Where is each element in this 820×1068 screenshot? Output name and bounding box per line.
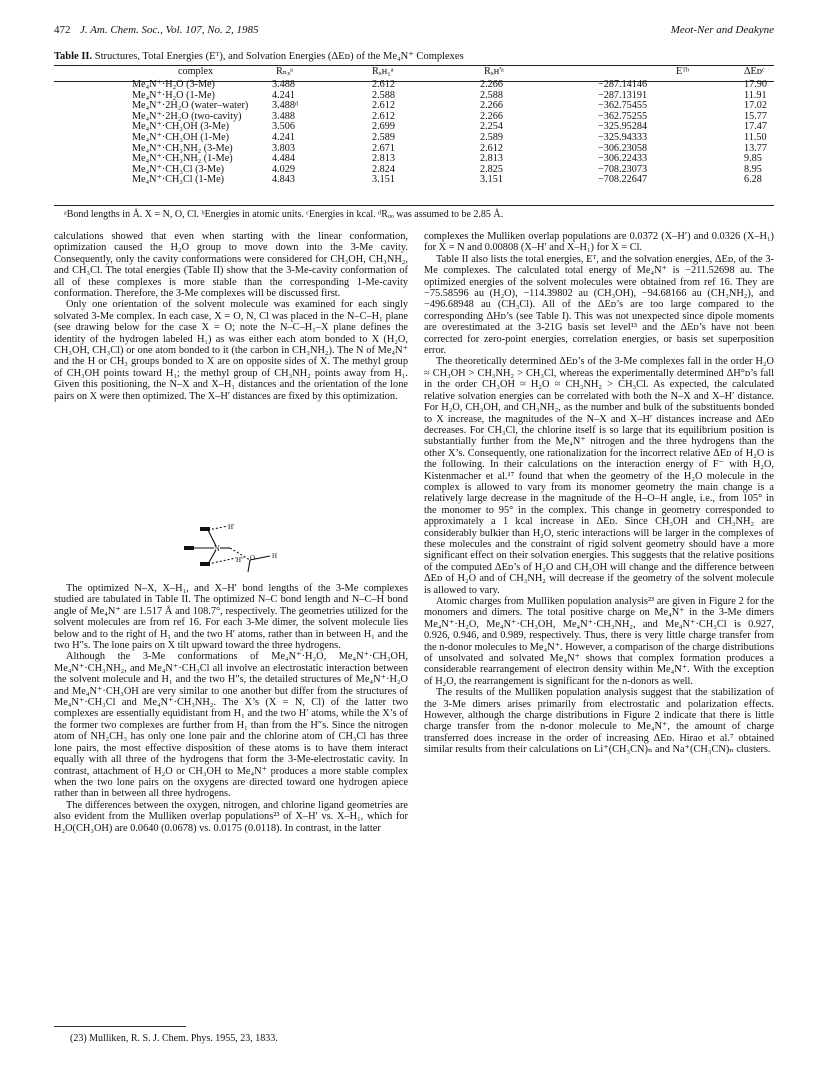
table-caption-label: Table II. <box>54 51 93 62</box>
cell-total-energy: −362.75455 <box>598 100 648 112</box>
cell-rnx: 3.506 <box>272 121 295 133</box>
cell-solvation-energy: 17.02 <box>744 100 767 112</box>
cell-rxh1: 2.699 <box>372 121 395 133</box>
cell-total-energy: −287.13191 <box>598 89 648 101</box>
cell-rxh-prime: 2.825 <box>480 163 503 175</box>
cell-rxh1: 2.813 <box>372 153 395 165</box>
cell-rxh-prime: 2.266 <box>480 79 503 90</box>
cell-rxh1: 2.824 <box>372 163 395 175</box>
cell-solvation-energy: 8.95 <box>744 163 762 175</box>
cell-rxh-prime: 2.266 <box>480 100 503 112</box>
paragraph: The theoretically determined ΔEᴅ’s of the 3-Me complexes fall in the order H₂O ≈ CH₃OH > CH₃NH₂ > CH₃Cl, whereas the experimentally determined ΔH°ᴅ’s fall in the order CH₃OH ≈ H₂O ≈ CH₃NH₂ > CH₃Cl. As expected, the calculated relative solvation energies can be correlated with both the N–X and X–H′ distance. For H₂O, CH₃OH, and CH₃NH₂, as the number and bulk of the substituents bonded to X increase, the magnitudes of the N–X and X–H′ distances increase and ΔEᴅ decreases. For CH₃Cl, the chlorine itself is so large that its equilibrium position is substantially further from the Me₄N⁺ nitrogen and the three hydrogens than the other X’s. Consequently, one rationalization for the incorrect relative ΔEᴅ of H₂O is the following. In their calculations on the interaction energy of F⁻ with H₂O, Kistenmacher et al.¹⁷ found that when the geometry of the H₂O molecule in the complex is allowed to vary from its monomer geometry the main change is a relatively large decrease in the magnitude of the H–O–H angle, i.e., from 105° in the monomer to 95° in the complex. This change in geometry corresponded to approximately a 1 kcal increase in ΔEᴅ. Since CH₃OH and CH₃NH₂ are considerably bulkier than H₂O, steric interactions will be larger in the complexes of these molecules and the constraint of rigid solvent geometry should have a more significant effect on their solvation energies. This suggests that the relative positions of the computed ΔEᴅ’s of H₂O and CH₃OH will change and the difference between ΔEᴅ of H₂O and of CH₃NH₂ will decrease if the geometry of the solvent molecule is allowed to vary. <box>424 356 774 596</box>
cell-complex: Me₄N⁺·2H₂O (two-cavity) <box>132 110 242 122</box>
cell-complex: Me₄N⁺·CH₃NH₂ (1-Me) <box>132 153 233 165</box>
cell-total-energy: −306.23058 <box>598 142 648 154</box>
page-header <box>54 24 774 38</box>
figure-label-h-double-prime: H″ <box>236 556 244 564</box>
cell-complex: Me₄N⁺·CH₃OH (1-Me) <box>132 131 230 143</box>
cell-rxh1: 2.612 <box>372 110 395 122</box>
paragraph: complexes the Mulliken overlap populations are 0.0372 (X–H′) and 0.0326 (X–H₁) for X = N and 0.00808 (X–H′ and X–H₁) for X = Cl. <box>424 231 774 254</box>
paragraph: Although the 3-Me conformations of Me₄N⁺·H₂O, Me₄N⁺·CH₃OH, Me₄N⁺·CH₃NH₂, and Me₄N⁺·CH₃Cl all involve an electrostatic interaction between the solvent molecule and H₁ and the two H″s, the detailed structures of Me₄N⁺·H₂O and Me₄N⁺·CH₃OH are very similar to one another but differ from the structures of Me₄N⁺·CH₃Cl and Me₄N⁺·CH₃NH₂. The X’s (X = N, Cl) of the latter two complexes are essentially equidistant from H₁ and the two H′ atoms, while the X’s of the former two complexes are further from H₁ than from the H″s. Since the nitrogen atom of NH₂CH₃ has only one lone pair and the chlorine atom of CH₃Cl has three lone pairs, the most effective disposition of these atoms is to have them interact equally with all three of the hydrogens that form the 3-Me-electrostatic cavity. In contrast, attachment of H₂O or CH₃OH to Me₄N⁺ produces a more stable complex when the two lone pairs on the oxygens are directed toward one hydrogen apiece rather than in between all three hydrogens. <box>54 651 408 800</box>
table-row <box>54 80 774 91</box>
table-bottom-rule <box>54 205 774 206</box>
table-caption-text: Structures, Total Energies (Eᵀ), and Solvation Energies (ΔEᴅ) of the Me₄N⁺ Complexes <box>94 51 464 62</box>
left-column-text <box>54 231 408 402</box>
cell-complex: Me₄N⁺·CH₃Cl (1-Me) <box>132 174 224 186</box>
col-header-total-energy: Eᵀᵇ <box>676 66 690 78</box>
cell-rnx: 4.843 <box>272 174 295 186</box>
footnote-rule <box>54 1026 186 1027</box>
figure-label-n: N <box>214 544 220 553</box>
cell-rxh-prime: 2.612 <box>480 142 503 154</box>
cell-solvation-energy: 6.28 <box>744 174 762 186</box>
cell-rxh1: 3.151 <box>372 174 395 186</box>
cell-solvation-energy: 13.77 <box>744 142 767 154</box>
paragraph: Atomic charges from Mulliken population analysis²³ are given in Figure 2 for the monomers and dimers. The total positive charge on Me₄N⁺ in the 3-Me dimers Me₄N⁺·H₂O, Me₄N⁺·CH₃OH, Me₄N⁺·CH₃NH₂, and Me₄N⁺·CH₃Cl is 0.927, 0.926, 0.946, and 0.989, respectively. Thus, there is very little charge transfer from the n-donor molecules to Me₄N⁺. However, a comparison of the charge distributions of unsolvated and solvated Me₄N⁺ shows that complex formation produces a considerable rearrangement of electron density within Me₄N⁺. With the exception of H₂O, the rearrangement is significant for the n-donors as well. <box>424 596 775 687</box>
geometry-drawing <box>170 520 290 576</box>
cell-total-energy: −325.94333 <box>598 131 648 143</box>
cell-rxh1: 2.612 <box>372 79 395 90</box>
cell-solvation-energy: 11.50 <box>744 131 767 143</box>
energies-table <box>54 66 774 186</box>
cell-solvation-energy: 9.85 <box>744 153 762 165</box>
table-row <box>54 133 774 144</box>
cell-rnx: 4.029 <box>272 163 295 175</box>
cell-total-energy: −325.95284 <box>598 121 648 133</box>
col-header-rxh-prime: Rₓʜ'ᵃ <box>484 66 504 78</box>
col-header-solvation-energy: ΔEᴅᶜ <box>744 66 765 78</box>
cell-rxh-prime: 2.588 <box>480 89 503 101</box>
page-number: 472 <box>54 24 71 36</box>
cell-total-energy: −708.23073 <box>598 163 648 175</box>
cell-solvation-energy: 17.90 <box>744 79 767 90</box>
figure-label-h-prime: H′ <box>228 523 235 531</box>
cell-solvation-energy: 11.91 <box>744 89 767 101</box>
paragraph: The results of the Mulliken population analysis suggest that the stabilization of the 3-Me dimers arises primarily from electrostatic and polarization effects. However, although the charge distributions in Figure 2 indicate that there is little charge transfer from the n-donor molecule to Me₄N⁺, the amount of charge transferred does increase in the order of increasing ΔEᴅ. Hirao et al.⁷ obtained similar results from their calculations on Li⁺(CH₃CN)ₙ and Na⁺(CH₃CN)ₙ clusters. <box>424 687 774 756</box>
cell-rnx: 3.488ᵈ <box>272 100 299 112</box>
cell-complex: Me₄N⁺·CH₃OH (3-Me) <box>132 121 230 133</box>
right-column-text <box>424 231 774 756</box>
table-header-row <box>54 66 774 80</box>
col-header-rxh1: Rₓʜ₁ᵃ <box>372 66 394 78</box>
cell-rnx: 4.241 <box>272 89 295 101</box>
cell-rxh-prime: 2.254 <box>480 121 503 133</box>
cell-rnx: 4.484 <box>272 153 295 165</box>
cell-total-energy: −708.22647 <box>598 174 648 186</box>
left-column-text-lower <box>54 583 408 834</box>
paragraph: Only one orientation of the solvent molecule was examined for each singly solvated 3-Me complex. In each case, X = O, N, Cl was placed in the N–C–H₁ plane (see drawing below for the case X = O; note the N–C–H₁–X plane defines the identity of the hydrogen labeled H₁) as was either each atom bonded to X (H₂O, CH₃OH, CH₃Cl) or one atom bonded to it (the carbon in CH₃NH₂). The N of Me₄N⁺ and the H or CH₃ groups bonded to X are on opposite sides of X. The methyl group of CH₃OH points toward H₁; the methyl group of CH₃NH₂ points away from H₁. Given this positioning, the N–X and X–H₁ distances and the orientation of the lone pairs on X were then optimized. The X–H′ distances are fixed by this optimization. <box>54 299 408 402</box>
cell-total-energy: −306.22433 <box>598 153 648 165</box>
footnote-reference: (23) Mulliken, R. S. J. Chem. Phys. 1955, 23, 1833. <box>70 1033 278 1044</box>
cell-solvation-energy: 17.47 <box>744 121 767 133</box>
cell-solvation-energy: 15.77 <box>744 110 767 122</box>
cell-complex: Me₄N⁺·CH₃Cl (3-Me) <box>132 163 224 175</box>
cell-total-energy: −362.75255 <box>598 110 648 122</box>
paragraph: Table II also lists the total energies, Eᵀ, and the solvation energies, ΔEᴅ, of the 3-Me complexes. The calculated total energy of Me₄N⁺ is −211.52698 au. The optimized energies of the solvent molecules were obtained from ref 16. They are −75.58596 au (H₂O), −114.39802 au (CH₃OH), −94.68166 au (CH₃NH₂), and −496.68948 au (CH₃Cl). All of the ΔEᴅ’s are too large compared to the corresponding ΔHᴅ’s (see Table I). This was not unexpected since dipole moments are overestimated at the 3-21G basis set level¹³ and the ΔEᴅ’s have not been corrected for zero-point energies, correlation energies, or basis set superposition error. <box>424 253 774 357</box>
figure-label-o: O <box>250 554 256 562</box>
cell-complex: Me₄N⁺·H₂O (3-Me) <box>132 79 215 90</box>
cell-rxh1: 2.612 <box>372 100 395 112</box>
cell-rxh-prime: 3.151 <box>480 174 503 186</box>
cell-rxh1: 2.589 <box>372 131 395 143</box>
cell-total-energy: −287.14146 <box>598 79 648 90</box>
cell-complex: Me₄N⁺·2H₂O (water–water) <box>132 100 249 112</box>
cell-rnx: 3.488 <box>272 79 295 90</box>
table-row <box>54 175 774 186</box>
figure-label-h: H <box>272 552 278 560</box>
cell-rnx: 3.803 <box>272 142 295 154</box>
paragraph: calculations showed that even when starting with the linear conformation, optimization caused the H₂O group to move down into the 3-Me cavity. Consequently, only the cavity conformations were considered for CH₃OH, CH₃NH₂, and CH₃Cl. The total energies (Table II) show that the 3-Me-cavity conformation of all of these complexes is more stable than the corresponding 1-Me-cavity conformation. Therefore, the 3-Me complexes will be discussed first. <box>54 231 408 300</box>
cell-complex: Me₄N⁺·CH₃NH₂ (3-Me) <box>132 142 233 154</box>
col-header-complex: complex <box>178 66 214 78</box>
cell-rxh-prime: 2.266 <box>480 110 503 122</box>
table-caption <box>54 50 774 62</box>
cell-rxh1: 2.588 <box>372 89 395 101</box>
cell-rxh1: 2.671 <box>372 142 395 154</box>
cell-complex: Me₄N⁺·H₂O (1-Me) <box>132 89 215 101</box>
paragraph: The optimized N–X, X–H₁, and X–H′ bond lengths of the 3-Me complexes studied are tabulated in Table II. The optimized N–C bond length and N–C–H bond angle of Me₄N⁺ are 1.517 Å and 108.7°, respectively. The geometries utilized for the solvent molecules are from ref 16. For each 3-Me dimer, the solvent molecule lies below and to the right of H₁ and the two H′ atoms, rather than in between H₁ and the two H″s. The lone pairs on X tilt upward toward the three hydrogens. <box>54 583 408 652</box>
journal-citation: J. Am. Chem. Soc., Vol. 107, No. 2, 1985 <box>80 24 259 36</box>
cell-rxh-prime: 2.589 <box>480 131 503 143</box>
col-header-rnx: Rₙₓᵃ <box>276 66 293 78</box>
running-authors: Meot-Ner and Deakyne <box>670 24 774 36</box>
cell-rxh-prime: 2.813 <box>480 153 503 165</box>
cell-rnx: 3.488 <box>272 110 295 122</box>
paragraph: The differences between the oxygen, nitrogen, and chlorine ligand geometries are also evident from the Mulliken overlap populations²³ of X–H′ vs. X–H₁, which for H₂O(CH₃OH) are 0.0640 (0.0678) vs. 0.0175 (0.0118). In contrast, in the latter <box>54 799 408 834</box>
table-footnote: ᵃBond lengths in Å. X = N, O, Cl. ᵇEnergies in atomic units. ᶜEnergies in kcal. ᵈRₒₒ was assumed to be 2.85 Å. <box>64 209 504 220</box>
cell-rnx: 4.241 <box>272 131 295 143</box>
